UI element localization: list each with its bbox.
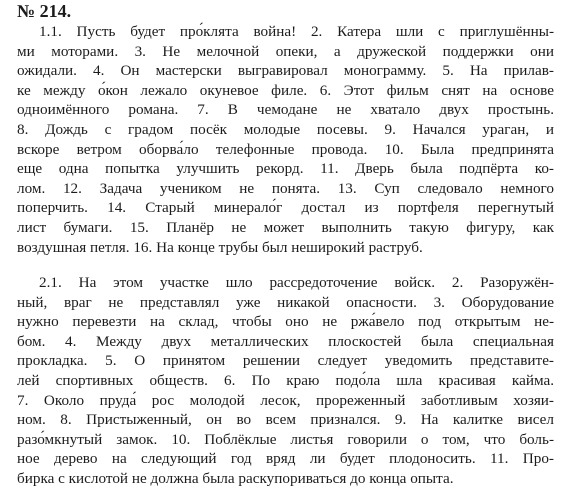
text-line: ми моторами. 3. Не мелочной опеки, а дружеской поддержки они: [17, 42, 554, 60]
text-line: поперчить. 14. Старый минерало́г достал из портфеля перегнутый: [17, 199, 554, 217]
text-line: 7. Около пруда́ рос молодой лесок, прореженный заботливым хозяи-: [17, 391, 554, 409]
text-line: 2.1. На этом участке шло рассредоточение войск. 2. Разоружён-: [39, 274, 554, 291]
text-line: 1.1. Пусть будет про́клята война! 2. Катера шли с приглушённы-: [39, 23, 554, 40]
text-line: нужно перевезти на склад, чтобы оно не ржа́вело под открытым не-: [17, 313, 554, 331]
text-line: вскоре ветром оборва́ло телефонные провода. 10. Была предпринята: [17, 140, 554, 158]
exercise-number: № 214.: [17, 1, 72, 21]
text-line: 8. Дождь с градом посёк молодые посевы. 9. Начался ураган, и: [17, 120, 554, 138]
text-line: ном. 8. Пристыженный, он во всем признался. 9. На калитке висел: [17, 411, 554, 429]
text-line: ный, враг не представлял уже никакой опасности. 3. Оборудование: [17, 293, 554, 311]
text-line: прокладка. 5. О принятом решении следует уведомить представите-: [17, 352, 554, 370]
text-line: лом. 12. Задача учеником не понята. 13. Суп следовало немного: [17, 179, 554, 197]
text-line: разо́мкнутый замок. 10. Поблёклые листья говорили о том, что боль-: [17, 430, 554, 448]
text-line: лист бумаги. 15. Планёр не может выполнить такую фигуру, как: [17, 218, 554, 236]
text-line: воздушная петля. 16. На конце трубы был неширокий раструб.: [17, 238, 423, 256]
text-line: бирка с кислотой не должна была раскупориваться до конца опыта.: [17, 469, 454, 487]
text-line: ное дерево на следующий год вряд ли будет плодоносить. 11. Про-: [17, 450, 554, 468]
text-line: лей спортивных обществ. 6. По краю подо́ла шла красивая кайма.: [17, 371, 554, 389]
exercise-section-2: [17, 273, 554, 489]
text-line: ожидали. 4. Он мастерски выгравировал монограмму. 5. На прилав-: [17, 62, 554, 80]
exercise-section-1: [17, 22, 554, 257]
text-line: ке между о́кон лежало окуневое филе. 6. Этот фильм снят на основе: [17, 81, 554, 99]
text-line: бом. 4. Между двух металлических плоскостей была специальная: [17, 332, 554, 350]
text-line: одноимённого романа. 7. В чемодане не хватало двух простынь.: [17, 101, 554, 119]
text-line: еще одна попытка улучшить рекорд. 11. Дверь была подпёрта ко-: [17, 160, 554, 178]
